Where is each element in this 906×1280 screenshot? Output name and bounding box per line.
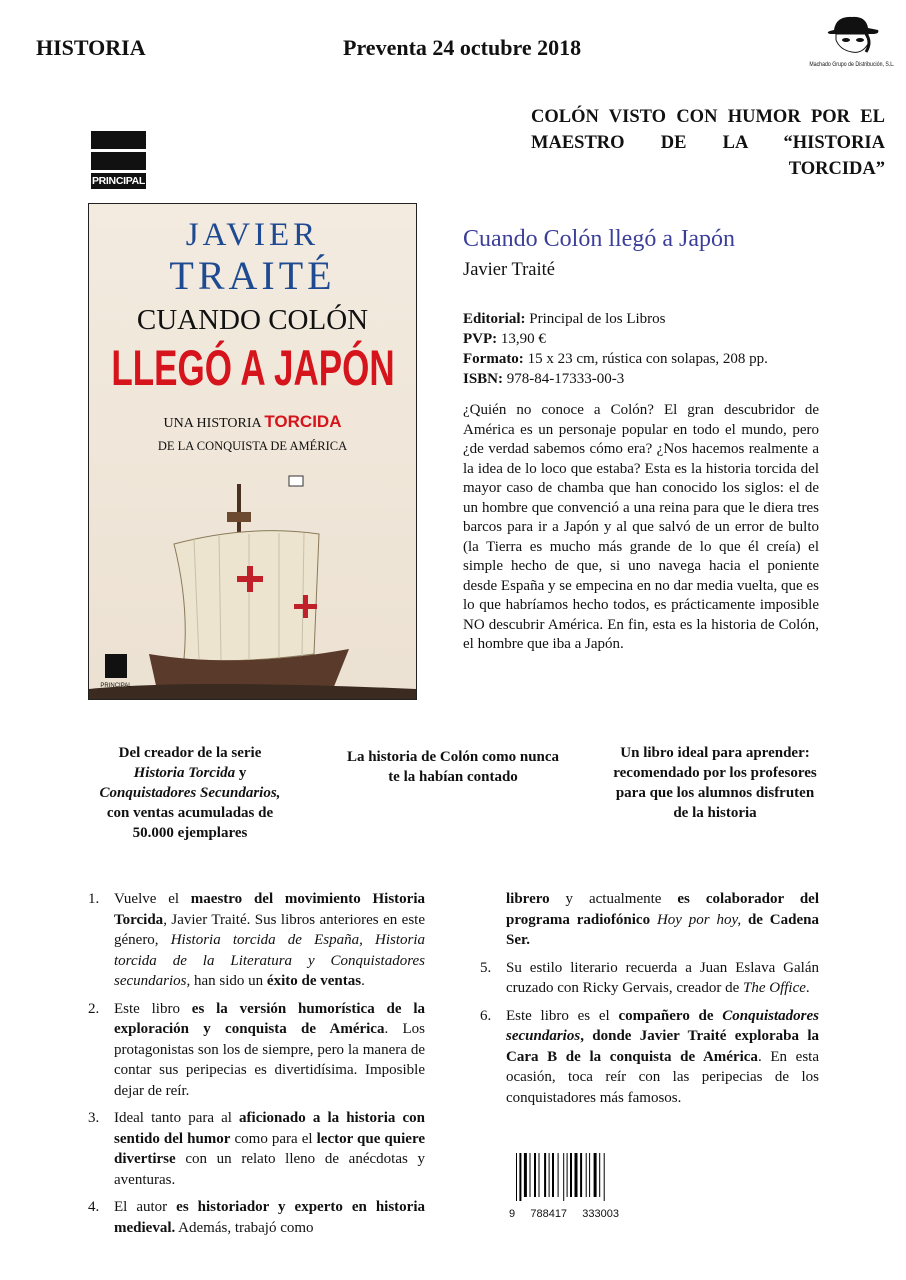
distributor-name: Machado Grupo de Distribución, S.L. — [809, 61, 895, 68]
barcode-bar — [586, 1153, 587, 1197]
barcode-bar — [524, 1153, 527, 1197]
cover-title-1: CUANDO COLÓN — [136, 304, 369, 336]
barcode-bar — [539, 1153, 540, 1197]
barcode-bar — [589, 1153, 590, 1197]
barcode-bars — [508, 1153, 620, 1203]
detail-format: Formato: 15 x 23 cm, rústica con solapas, 208 pp. — [463, 351, 768, 367]
barcode-bar — [519, 1153, 521, 1201]
list-item: 2. Este libro es la versión humorística de la exploración y conquista de América. Los protagonistas son los de siempre, pero la manera de contar sus peripecias es divertidísima. Imposible dejar de reír. — [88, 1000, 426, 1099]
barcode-bar — [534, 1153, 536, 1197]
barcode-bar — [530, 1153, 531, 1197]
hat-man-icon — [822, 14, 882, 56]
distributor-logo — [800, 14, 904, 70]
list-item-continued: librero y actualmente es colaborador del programa radiofónico Hoy por hoy, de Cadena Ser. — [506, 891, 819, 948]
book-details — [463, 309, 768, 389]
points-left — [88, 889, 425, 1245]
barcode-bar — [552, 1153, 554, 1197]
barcode-bar — [516, 1153, 517, 1201]
book-description: ¿Quién no conoce a Colón? El gran descubridor de América es un personaje popular en todo el mundo, pero ¿de verdad sabemos cómo era? ¿Nos hacemos realmente a la idea de lo loco que estaba? Esta es la historia torcida del mayor caso de chamba que han conocido los siglos: el de un hombre que convenció a una reina para que le diera tres barcos para ir a Japón y al que salvó de un error de bulto (la Tierra es mucho más grande de lo que él creía) el simple hecho de que, si uno navega hacia el poniente desde España y se empecina en no dar media vuelta, que es lo que habríamos hecho todos, es prácticamente imposible NO descubrir América. En fin, esta es la historia de Colón, el hombre que iba a Japón. — [463, 402, 819, 652]
points-right — [480, 889, 819, 1115]
book-cover — [88, 203, 417, 700]
list-item: 4. El autor es historiador y experto en historia medieval. Además, trabajó como — [88, 1199, 426, 1236]
cover-logo: PRINCIPAL — [100, 683, 132, 689]
cover-author-1: JAVIER — [185, 217, 320, 253]
category: HISTORIA — [36, 35, 146, 60]
detail-isbn: ISBN: 978-84-17333-00-3 — [463, 371, 625, 387]
isbn-barcode — [508, 1153, 620, 1220]
callout-creator: Del creador de la serie Historia Torcida y Conquistadores Secundarios, con ventas acumuladas de 50.000 ejemplares — [99, 745, 281, 841]
barcode-bar — [570, 1153, 572, 1197]
list-item: 3. Ideal tanto para al aficionado a la historia con sentido del humor como para el lector que quiere divertirse con un relato lleno de anécdotas y aventuras. — [88, 1110, 425, 1188]
presale-date: Preventa 24 octubre 2018 — [343, 35, 582, 60]
barcode-bar — [558, 1153, 559, 1197]
barcode-digits: 9 788417 333003 — [509, 1208, 619, 1220]
publisher-logo-text: PRINCIPAL — [91, 175, 146, 187]
callout-education: Un libro ideal para aprender: recomendado por los profesores para que los alumnos disfruten de la historia — [613, 745, 817, 821]
barcode-bar — [563, 1153, 564, 1201]
cover-subtitle-a: UNA HISTORIA — [163, 416, 261, 431]
barcode-bar — [599, 1153, 600, 1197]
cover-subtitle-b: TORCIDA — [264, 412, 342, 431]
detail-price: PVP: 13,90 € — [463, 331, 546, 347]
barcode-bar — [567, 1153, 568, 1197]
publisher-logo — [91, 131, 146, 191]
list-item: 1. Vuelve el maestro del movimiento Historia Torcida, Javier Traité. Sus libros anteriores en este género, Historia torcida de España, Historia torcida de la Literatura y Conquistadores secundarios, han sido un éxito de ventas. — [88, 891, 426, 989]
book-title: Cuando Colón llegó a Japón — [463, 226, 735, 252]
cover-subtitle-c: DE LA CONQUISTA DE AMÉRICA — [157, 439, 348, 453]
cover-title-2: LLEGÓ A JAPÓN — [110, 340, 395, 396]
barcode-bar — [575, 1153, 578, 1197]
callout-story: La historia de Colón como nunca te la habían contado — [346, 749, 560, 785]
ship-illustration — [89, 464, 416, 699]
barcode-bar — [544, 1153, 546, 1197]
book-author: Javier Traité — [463, 260, 555, 280]
barcode-bar — [604, 1153, 605, 1201]
barcode-bar — [580, 1153, 582, 1197]
barcode-bar — [549, 1153, 550, 1197]
list-item: 5. Su estilo literario recuerda a Juan Eslava Galán cruzado con Ricky Gervais, creador de The Office. — [480, 959, 819, 996]
cover-subtitle — [89, 412, 416, 435]
list-item: 6. Este libro es el compañero de Conquistadores secundarios, donde Javier Traité exploraba la Cara B de la conquista de América. En esta ocasión, toca reír con las peripecias de los conquistadores más famosos. — [480, 1007, 819, 1106]
headline: COLÓN VISTO CON HUMOR POR EL MAESTRO DE LA “HISTORIA TORCIDA” — [531, 107, 885, 179]
cover-author-2: TRAITÉ — [169, 253, 336, 298]
barcode-bar — [594, 1153, 597, 1197]
detail-publisher: Editorial: Principal de los Libros — [463, 311, 666, 327]
